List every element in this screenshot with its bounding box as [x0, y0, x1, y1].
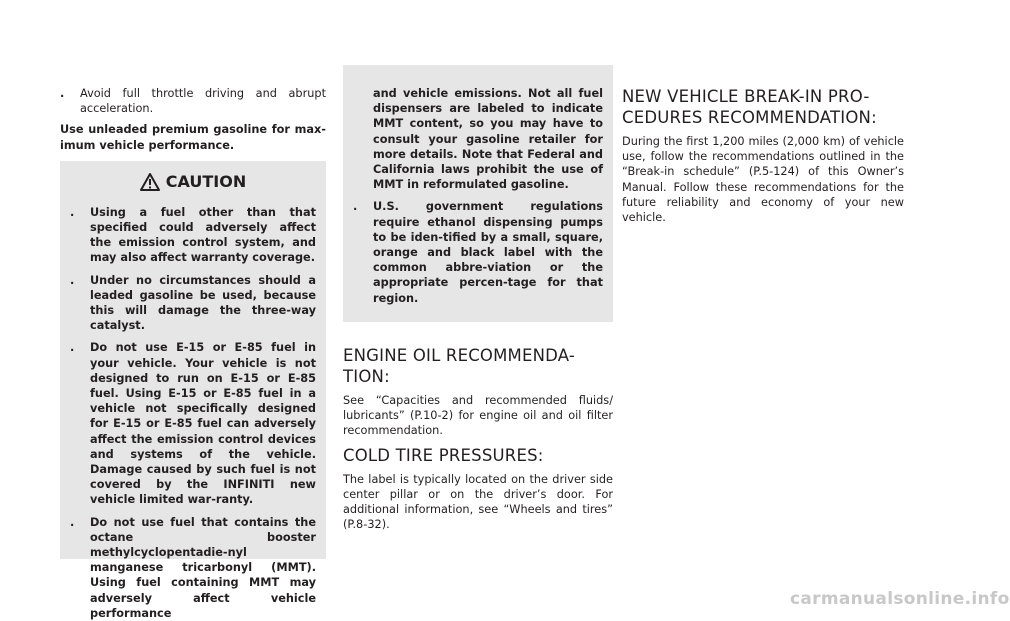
caution-text: Using a fuel other than that specified could adversely affect the emission control system, and may also affect warranty coverage.	[90, 205, 316, 265]
watermark-logo: carmanualsonline.info	[790, 589, 1010, 609]
bullet: .	[353, 200, 358, 214]
break-in-text: During the first 1,200 miles (2,000 km) of vehicle use, follow the recommendations outlined in the “Break-in schedule” (P.5-124) of this Owner’s Manual. Follow these recommendations for the future reliability and economy of your new vehicle.	[622, 135, 904, 225]
caution-text: Under no circumstances should a leaded gasoline be used, because this will damage the three-way catalyst.	[90, 273, 316, 333]
tire-pressure-text: The label is typically located on the driver side center pillar or on the driver’s door. For additional information, see “Wheels and tires” (P.8-32).	[343, 472, 613, 532]
heading-engine-oil: ENGINE OIL RECOMMENDA-TION:	[343, 346, 576, 386]
bullet: .	[70, 341, 75, 355]
bullet: .	[70, 205, 75, 219]
caution-text-continued: and vehicle emissions. Not all fuel dispensers are labeled to indicate MMT content, so you may have to consult your gasoline retailer for more details. Note that Federal and California laws prohibit the use of MMT in reformulated gasoline.	[373, 87, 603, 192]
caution-item	[70, 340, 316, 507]
column-right	[622, 86, 904, 231]
caution-label: CAUTION	[165, 171, 247, 191]
warning-icon	[140, 173, 160, 191]
bullet-text: Avoid full throttle driving and abrupt acceleration.	[80, 87, 326, 116]
bullet: .	[60, 87, 65, 100]
caution-item	[70, 273, 316, 334]
column-middle	[343, 86, 613, 538]
caution-title	[70, 171, 316, 193]
list-item	[60, 86, 326, 116]
caution-item	[353, 199, 603, 305]
caution-item	[70, 205, 316, 266]
bullet: .	[70, 515, 75, 529]
caution-box	[60, 161, 326, 620]
caution-item	[70, 515, 316, 621]
fuel-note: Use unleaded premium gasoline for max-imum vehicle performance.	[60, 123, 326, 152]
caution-text: Do not use fuel that contains the octane booster methylcyclopentadie-nyl manganese tricarbonyl (MMT). Using fuel containing MMT may adversely affect vehicle performance	[90, 515, 316, 620]
caution-text: U.S. government regulations require ethanol dispensing pumps to be iden-tified by a small, square, orange and black label with the common abbre-viation or the appropriate percen-tage for that region.	[373, 200, 603, 305]
heading-tire-pressures: COLD TIRE PRESSURES:	[343, 445, 544, 465]
bullet: .	[70, 273, 75, 287]
column-left	[60, 86, 326, 620]
caution-box-continued	[343, 65, 613, 322]
caution-text: Do not use E-15 or E-85 fuel in your vehicle. Your vehicle is not designed to run on E-15 or E-85 fuel. Using E-15 or E-85 fuel in a vehicle not specifically designed for E-15 or E-85 fuel can adversely affect the emission control devices and systems of the vehicle. Damage caused by such fuel is not covered by the INFINITI new vehicle limited war-ranty.	[90, 341, 316, 507]
engine-oil-text: See “Capacities and recommended fluids/ lubricants” (P.10-2) for engine oil and oil filter recommendation.	[343, 394, 613, 438]
heading-break-in: NEW VEHICLE BREAK-IN PRO-CEDURES RECOMMENDATION:	[622, 87, 877, 127]
